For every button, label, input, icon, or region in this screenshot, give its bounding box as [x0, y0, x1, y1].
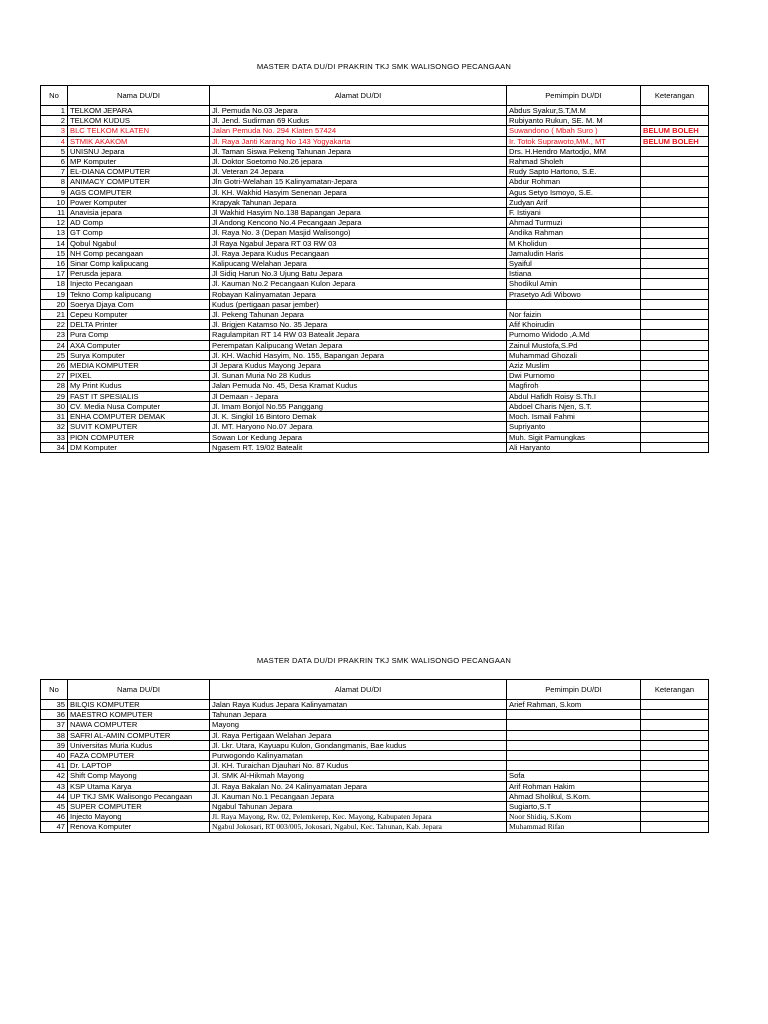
cell-nama: UNISNU Jepara: [68, 146, 210, 156]
cell-pemimpin: Abdoel Charis Njen, S.T.: [507, 401, 641, 411]
cell-alamat: Jl. Lkr. Utara, Kayuapu Kulon, Gondangmanis, Bae kudus: [210, 740, 507, 750]
cell-no: 38: [41, 730, 68, 740]
header-nama: Nama DU/DI: [68, 86, 210, 106]
table-row: [41, 710, 709, 720]
sheet-title-2: MASTER DATA DU/DI PRAKRIN TKJ SMK WALISONGO PECANGAAN: [256, 656, 512, 665]
cell-no: 40: [41, 751, 68, 761]
table-row: [41, 116, 709, 126]
header-pemimpin: Pemimpin DU/DI: [507, 86, 641, 106]
cell-alamat: Kudus (pertigaan pasar jember): [210, 299, 507, 309]
cell-pemimpin: [507, 740, 641, 750]
cell-no: 27: [41, 371, 68, 381]
cell-nama: MEDIA KOMPUTER: [68, 361, 210, 371]
cell-keterangan: [641, 116, 709, 126]
cell-no: 4: [41, 136, 68, 146]
table-row: [41, 126, 709, 136]
cell-pemimpin: Muhammad Ghozali: [507, 350, 641, 360]
cell-keterangan: [641, 320, 709, 330]
cell-nama: Soerya Djaya Com: [68, 299, 210, 309]
cell-pemimpin: [507, 720, 641, 730]
cell-no: 31: [41, 412, 68, 422]
cell-keterangan: [641, 730, 709, 740]
cell-pemimpin: Noor Shidiq, S.Kom: [507, 812, 641, 822]
cell-nama: STMIK AKAKOM: [68, 136, 210, 146]
cell-pemimpin: Drs. H.Hendro Martodjo, MM: [507, 146, 641, 156]
cell-nama: FAZA COMPUTER: [68, 751, 210, 761]
cell-keterangan: [641, 371, 709, 381]
cell-keterangan: [641, 802, 709, 812]
cell-no: 21: [41, 310, 68, 320]
cell-alamat: Jalan Pemuda No. 45, Desa Kramat Kudus: [210, 381, 507, 391]
cell-pemimpin: Istiana: [507, 269, 641, 279]
cell-keterangan: [641, 761, 709, 771]
table-row: [41, 391, 709, 401]
table-row: [41, 208, 709, 218]
cell-pemimpin: Zudyan Arif: [507, 197, 641, 207]
cell-keterangan: [641, 771, 709, 781]
cell-alamat: Perempatan Kalipucang Wetan Jepara: [210, 340, 507, 350]
cell-alamat: Jl Demaan - Jepara: [210, 391, 507, 401]
cell-pemimpin: Shodikul Amin: [507, 279, 641, 289]
cell-no: 13: [41, 228, 68, 238]
table-row: [41, 167, 709, 177]
cell-no: 39: [41, 740, 68, 750]
cell-keterangan: [641, 381, 709, 391]
table-row: [41, 228, 709, 238]
cell-nama: GT Comp: [68, 228, 210, 238]
table-row: [41, 781, 709, 791]
cell-nama: Renova Komputer: [68, 822, 210, 832]
cell-pemimpin: Aziz Muslim: [507, 361, 641, 371]
cell-nama: My Print Kudus: [68, 381, 210, 391]
table-row: [41, 157, 709, 167]
cell-keterangan: [641, 157, 709, 167]
cell-pemimpin: Ali Haryanto: [507, 442, 641, 452]
cell-no: 44: [41, 791, 68, 801]
cell-nama: Injecto Mayong: [68, 812, 210, 822]
cell-nama: Universitas Muria Kudus: [68, 740, 210, 750]
cell-keterangan: [641, 238, 709, 248]
cell-no: 32: [41, 422, 68, 432]
cell-pemimpin: Muhammad Rifan: [507, 822, 641, 832]
table-row: [41, 279, 709, 289]
cell-alamat: Jl. KH. Wachid Hasyim, No. 155, Bapangan Jepara: [210, 350, 507, 360]
cell-alamat: Jl. Raya Pertigaan Welahan Jepara: [210, 730, 507, 740]
cell-alamat: Jl Sidiq Harun No.3 Ujung Batu Jepara: [210, 269, 507, 279]
cell-pemimpin: Andika Rahman: [507, 228, 641, 238]
table-row: [41, 422, 709, 432]
table-row: [41, 177, 709, 187]
cell-no: 23: [41, 330, 68, 340]
cell-keterangan: [641, 720, 709, 730]
cell-nama: AGS COMPUTER: [68, 187, 210, 197]
table-row: [41, 361, 709, 371]
cell-no: 36: [41, 710, 68, 720]
cell-keterangan: [641, 197, 709, 207]
table-row: [41, 299, 709, 309]
table-row: [41, 740, 709, 750]
cell-alamat: Jl. KH. Wakhid Hasyim Senenan Jepara: [210, 187, 507, 197]
cell-keterangan: [641, 289, 709, 299]
table-row: [41, 401, 709, 411]
cell-no: 22: [41, 320, 68, 330]
cell-keterangan: [641, 299, 709, 309]
cell-keterangan: [641, 279, 709, 289]
cell-pemimpin: Rudy Sapto Hartono, S.E.: [507, 167, 641, 177]
cell-alamat: Jl. Raya Jepara Kudus Pecangaan: [210, 248, 507, 258]
cell-alamat: Jl Wakhid Hasyim No.138 Bapangan Jepara: [210, 208, 507, 218]
cell-no: 1: [41, 106, 68, 116]
cell-no: 7: [41, 167, 68, 177]
table-row: [41, 136, 709, 146]
cell-no: 10: [41, 197, 68, 207]
table-row: [41, 432, 709, 442]
cell-no: 42: [41, 771, 68, 781]
table-row: [41, 248, 709, 258]
cell-alamat: Jl. Jend. Sudirman 69 Kudus: [210, 116, 507, 126]
cell-alamat: Jl. Taman Siswa Pekeng Tahunan Jepara: [210, 146, 507, 156]
cell-nama: Tekno Comp kalipucang: [68, 289, 210, 299]
cell-keterangan: [641, 812, 709, 822]
cell-alamat: Kalipucang Welahan Jepara: [210, 259, 507, 269]
cell-nama: EL-DIANA COMPUTER: [68, 167, 210, 177]
cell-nama: CV. Media Nusa Computer: [68, 401, 210, 411]
cell-alamat: Jl. Raya Janti Karang No 143 Yogyakarta: [210, 136, 507, 146]
cell-keterangan: BELUM BOLEH: [641, 126, 709, 136]
cell-pemimpin: Dwi Purnomo: [507, 371, 641, 381]
cell-pemimpin: [507, 761, 641, 771]
header-keterangan: Keterangan: [641, 680, 709, 700]
cell-pemimpin: [507, 299, 641, 309]
cell-no: 24: [41, 340, 68, 350]
cell-no: 47: [41, 822, 68, 832]
cell-pemimpin: Rahmad Sholeh: [507, 157, 641, 167]
cell-keterangan: [641, 228, 709, 238]
cell-pemimpin: M Kholidun: [507, 238, 641, 248]
cell-nama: PIXEL: [68, 371, 210, 381]
table-row: [41, 187, 709, 197]
cell-alamat: Jl. K. Singkil 16 Bintoro Demak: [210, 412, 507, 422]
cell-alamat: Jalan Raya Kudus Jepara Kalinyamatan: [210, 700, 507, 710]
cell-pemimpin: Ahmad Sholikul, S.Kom.: [507, 791, 641, 801]
table-row: [41, 771, 709, 781]
cell-no: 20: [41, 299, 68, 309]
cell-keterangan: [641, 177, 709, 187]
cell-nama: ANIMACY COMPUTER: [68, 177, 210, 187]
cell-pemimpin: Zainul Mustofa,S.Pd: [507, 340, 641, 350]
cell-pemimpin: Nor faizin: [507, 310, 641, 320]
cell-keterangan: [641, 340, 709, 350]
cell-alamat: Ragulampitan RT 14 RW 03 Batealit Jepara: [210, 330, 507, 340]
cell-nama: BLC TELKOM KLATEN: [68, 126, 210, 136]
cell-alamat: Sowan Lor Kedung Jepara: [210, 432, 507, 442]
cell-alamat: Jl. KH. Turaichan Djauhari No. 87 Kudus: [210, 761, 507, 771]
cell-no: 29: [41, 391, 68, 401]
table-row: [41, 700, 709, 710]
cell-nama: SUPER COMPUTER: [68, 802, 210, 812]
cell-no: 45: [41, 802, 68, 812]
cell-nama: DELTA Printer: [68, 320, 210, 330]
cell-nama: MP Komputer: [68, 157, 210, 167]
cell-pemimpin: Suwandono ( Mbah Suro ): [507, 126, 641, 136]
cell-nama: AD Comp: [68, 218, 210, 228]
cell-pemimpin: Supriyanto: [507, 422, 641, 432]
cell-alamat: Jl. MT. Haryono No.07 Jepara: [210, 422, 507, 432]
cell-no: 28: [41, 381, 68, 391]
cell-keterangan: [641, 822, 709, 832]
cell-keterangan: [641, 751, 709, 761]
cell-pemimpin: Rubiyanto Rukun, SE. M. M: [507, 116, 641, 126]
header-no: No: [41, 86, 68, 106]
cell-keterangan: [641, 781, 709, 791]
cell-no: 41: [41, 761, 68, 771]
cell-pemimpin: Sugiarto,S.T: [507, 802, 641, 812]
cell-alamat: Jl. Raya Mayong, Rw. 02, Pelemkerep, Kec. Mayong, Kabupaten Jepara: [210, 812, 507, 822]
table-header-row: [41, 86, 709, 106]
cell-nama: Cepeu Komputer: [68, 310, 210, 320]
cell-pemimpin: [507, 730, 641, 740]
cell-keterangan: [641, 269, 709, 279]
table-row: [41, 371, 709, 381]
cell-keterangan: [641, 401, 709, 411]
cell-nama: UP TKJ SMK Walisongo Pecangaan: [68, 791, 210, 801]
cell-alamat: Krapyak Tahunan Jepara: [210, 197, 507, 207]
cell-no: 34: [41, 442, 68, 452]
cell-alamat: Jl. Sunan Muria No 28 Kudus: [210, 371, 507, 381]
cell-keterangan: [641, 330, 709, 340]
cell-keterangan: [641, 361, 709, 371]
cell-alamat: Mayong: [210, 720, 507, 730]
cell-nama: MAESTRO KOMPUTER: [68, 710, 210, 720]
cell-keterangan: [641, 442, 709, 452]
cell-keterangan: [641, 432, 709, 442]
cell-no: 14: [41, 238, 68, 248]
cell-no: 25: [41, 350, 68, 360]
cell-nama: TELKOM JEPARA: [68, 106, 210, 116]
cell-pemimpin: Ahmad Turmuzi: [507, 218, 641, 228]
sheet-title-1: MASTER DATA DU/DI PRAKRIN TKJ SMK WALISONGO PECANGAAN: [256, 62, 512, 71]
cell-nama: Pura Comp: [68, 330, 210, 340]
cell-alamat: Jl. Brigjen Katamso No. 35 Jepara: [210, 320, 507, 330]
table-row: [41, 197, 709, 207]
table-row: [41, 289, 709, 299]
cell-alamat: Ngabul Jokosari, RT 003/005, Jokosari, Ngabul, Kec. Tahunan, Kab. Jepara: [210, 822, 507, 832]
cell-no: 9: [41, 187, 68, 197]
cell-nama: SAFRI AL-AMIN COMPUTER: [68, 730, 210, 740]
table-row: [41, 259, 709, 269]
cell-nama: TELKOM KUDUS: [68, 116, 210, 126]
cell-nama: AXA Computer: [68, 340, 210, 350]
table-row: [41, 802, 709, 812]
cell-no: 12: [41, 218, 68, 228]
table-row: [41, 146, 709, 156]
cell-no: 43: [41, 781, 68, 791]
cell-alamat: Jl. Kauman No.1 Pecangaan Jepara: [210, 791, 507, 801]
cell-pemimpin: [507, 710, 641, 720]
cell-alamat: Ngasem RT. 19/02 Batealit: [210, 442, 507, 452]
header-keterangan: Keterangan: [641, 86, 709, 106]
cell-no: 2: [41, 116, 68, 126]
cell-pemimpin: Moch. Ismail Fahmi: [507, 412, 641, 422]
cell-no: 17: [41, 269, 68, 279]
table-row: [41, 238, 709, 248]
cell-nama: DM Komputer: [68, 442, 210, 452]
cell-keterangan: [641, 146, 709, 156]
table-row: [41, 730, 709, 740]
cell-keterangan: [641, 208, 709, 218]
cell-pemimpin: Ir. Totok Suprawoto,MM., MT: [507, 136, 641, 146]
master-table-1: [40, 85, 709, 453]
cell-pemimpin: Agus Setyo Ismoyo, S.E.: [507, 187, 641, 197]
table-row: [41, 106, 709, 116]
cell-alamat: Jalan Pemuda No. 294 Klaten 57424: [210, 126, 507, 136]
cell-alamat: Jl Andong Kencono No.4 Pecangaan Jepara: [210, 218, 507, 228]
cell-nama: Perusda jepara: [68, 269, 210, 279]
cell-keterangan: [641, 391, 709, 401]
table-row: [41, 812, 709, 822]
cell-nama: Anavisia jepara: [68, 208, 210, 218]
cell-alamat: Jl Jepara Kudus Mayong Jepara: [210, 361, 507, 371]
cell-nama: Surya Komputer: [68, 350, 210, 360]
cell-alamat: Jl Raya Ngabul Jepara RT 03 RW 03: [210, 238, 507, 248]
cell-keterangan: [641, 791, 709, 801]
cell-keterangan: [641, 422, 709, 432]
header-alamat: Alamat DU/DI: [210, 680, 507, 700]
cell-no: 37: [41, 720, 68, 730]
cell-pemimpin: Abdul Hafidh Roisy S.Th.I: [507, 391, 641, 401]
cell-keterangan: BELUM BOLEH: [641, 136, 709, 146]
cell-nama: PION COMPUTER: [68, 432, 210, 442]
cell-alamat: Purwogondo Kalinyamatan: [210, 751, 507, 761]
cell-nama: Dr. LAPTOP: [68, 761, 210, 771]
cell-nama: SUVIT KOMPUTER: [68, 422, 210, 432]
cell-nama: NH Comp pecangaan: [68, 248, 210, 258]
cell-pemimpin: Syaiful: [507, 259, 641, 269]
cell-pemimpin: Arif Rohman Hakim: [507, 781, 641, 791]
cell-alamat: Jl. Pemuda No.03 Jepara: [210, 106, 507, 116]
cell-keterangan: [641, 167, 709, 177]
cell-no: 15: [41, 248, 68, 258]
cell-no: 8: [41, 177, 68, 187]
cell-keterangan: [641, 350, 709, 360]
cell-keterangan: [641, 187, 709, 197]
cell-alamat: Jl. SMK Al-Hikmah Mayong: [210, 771, 507, 781]
cell-nama: ENHA COMPUTER DEMAK: [68, 412, 210, 422]
cell-alamat: Robayan Kalinyamatan Jepara: [210, 289, 507, 299]
cell-pemimpin: Purnomo Widodo ,A.Md: [507, 330, 641, 340]
cell-keterangan: [641, 218, 709, 228]
cell-keterangan: [641, 310, 709, 320]
cell-no: 11: [41, 208, 68, 218]
cell-alamat: Jl. Raya Bakalan No. 24 Kalinyamatan Jepara: [210, 781, 507, 791]
cell-alamat: Jl. Pekeng Tahunan Jepara: [210, 310, 507, 320]
cell-keterangan: [641, 740, 709, 750]
cell-no: 26: [41, 361, 68, 371]
cell-nama: Shift Comp Mayong: [68, 771, 210, 781]
cell-keterangan: [641, 700, 709, 710]
cell-nama: Qobul Ngabul: [68, 238, 210, 248]
cell-no: 18: [41, 279, 68, 289]
cell-alamat: Jl. Veteran 24 Jepara: [210, 167, 507, 177]
cell-pemimpin: Prasetyo Adi Wibowo: [507, 289, 641, 299]
table-row: [41, 751, 709, 761]
cell-no: 33: [41, 432, 68, 442]
cell-alamat: Jl. Doktor Soetomo No.26 jepara: [210, 157, 507, 167]
cell-no: 35: [41, 700, 68, 710]
cell-no: 46: [41, 812, 68, 822]
cell-keterangan: [641, 710, 709, 720]
cell-pemimpin: Muh. Sigit Pamungkas: [507, 432, 641, 442]
cell-keterangan: [641, 248, 709, 258]
table-row: [41, 340, 709, 350]
cell-pemimpin: [507, 751, 641, 761]
table-row: [41, 761, 709, 771]
cell-keterangan: [641, 259, 709, 269]
cell-nama: Sinar Comp kalipucang: [68, 259, 210, 269]
cell-nama: FAST IT SPESIALIS: [68, 391, 210, 401]
table-row: [41, 218, 709, 228]
header-no: No: [41, 680, 68, 700]
cell-nama: NAWA COMPUTER: [68, 720, 210, 730]
table-row: [41, 269, 709, 279]
cell-pemimpin: Magfiroh: [507, 381, 641, 391]
header-pemimpin: Pemimpin DU/DI: [507, 680, 641, 700]
cell-alamat: Jl. Raya No. 3 (Depan Masjid Walisongo): [210, 228, 507, 238]
table-row: [41, 412, 709, 422]
cell-pemimpin: Abdur Rohman: [507, 177, 641, 187]
cell-alamat: Jln Gotri-Welahan 15 Kalinyamatan-Jepara: [210, 177, 507, 187]
table-row: [41, 791, 709, 801]
table-header-row: [41, 680, 709, 700]
cell-alamat: Ngabul Tahunan Jepara: [210, 802, 507, 812]
table-row: [41, 330, 709, 340]
cell-no: 3: [41, 126, 68, 136]
cell-keterangan: [641, 106, 709, 116]
table-row: [41, 442, 709, 452]
cell-no: 5: [41, 146, 68, 156]
cell-keterangan: [641, 412, 709, 422]
table-row: [41, 720, 709, 730]
cell-no: 16: [41, 259, 68, 269]
table-row: [41, 350, 709, 360]
cell-pemimpin: Jamaludin Haris: [507, 248, 641, 258]
cell-no: 30: [41, 401, 68, 411]
table-row: [41, 320, 709, 330]
header-nama: Nama DU/DI: [68, 680, 210, 700]
cell-alamat: Tahunan Jepara: [210, 710, 507, 720]
cell-pemimpin: Arief Rahman, S.kom: [507, 700, 641, 710]
cell-pemimpin: Abdus Syakur,S.T,M.M: [507, 106, 641, 116]
cell-nama: KSP Utama Karya: [68, 781, 210, 791]
cell-pemimpin: Sofa: [507, 771, 641, 781]
table-row: [41, 822, 709, 832]
table-row: [41, 381, 709, 391]
table-row: [41, 310, 709, 320]
cell-pemimpin: Afif Khoirudin: [507, 320, 641, 330]
cell-alamat: Jl. Imam Bonjol No.55 Panggang: [210, 401, 507, 411]
master-table-2: [40, 679, 709, 833]
cell-nama: Injecto Pecangaan: [68, 279, 210, 289]
cell-pemimpin: F. Istiyani: [507, 208, 641, 218]
cell-no: 6: [41, 157, 68, 167]
cell-nama: BILQIS KOMPUTER: [68, 700, 210, 710]
header-alamat: Alamat DU/DI: [210, 86, 507, 106]
cell-alamat: Jl. Kauman No.2 Pecangaan Kulon Jepara: [210, 279, 507, 289]
cell-nama: Power Komputer: [68, 197, 210, 207]
cell-no: 19: [41, 289, 68, 299]
